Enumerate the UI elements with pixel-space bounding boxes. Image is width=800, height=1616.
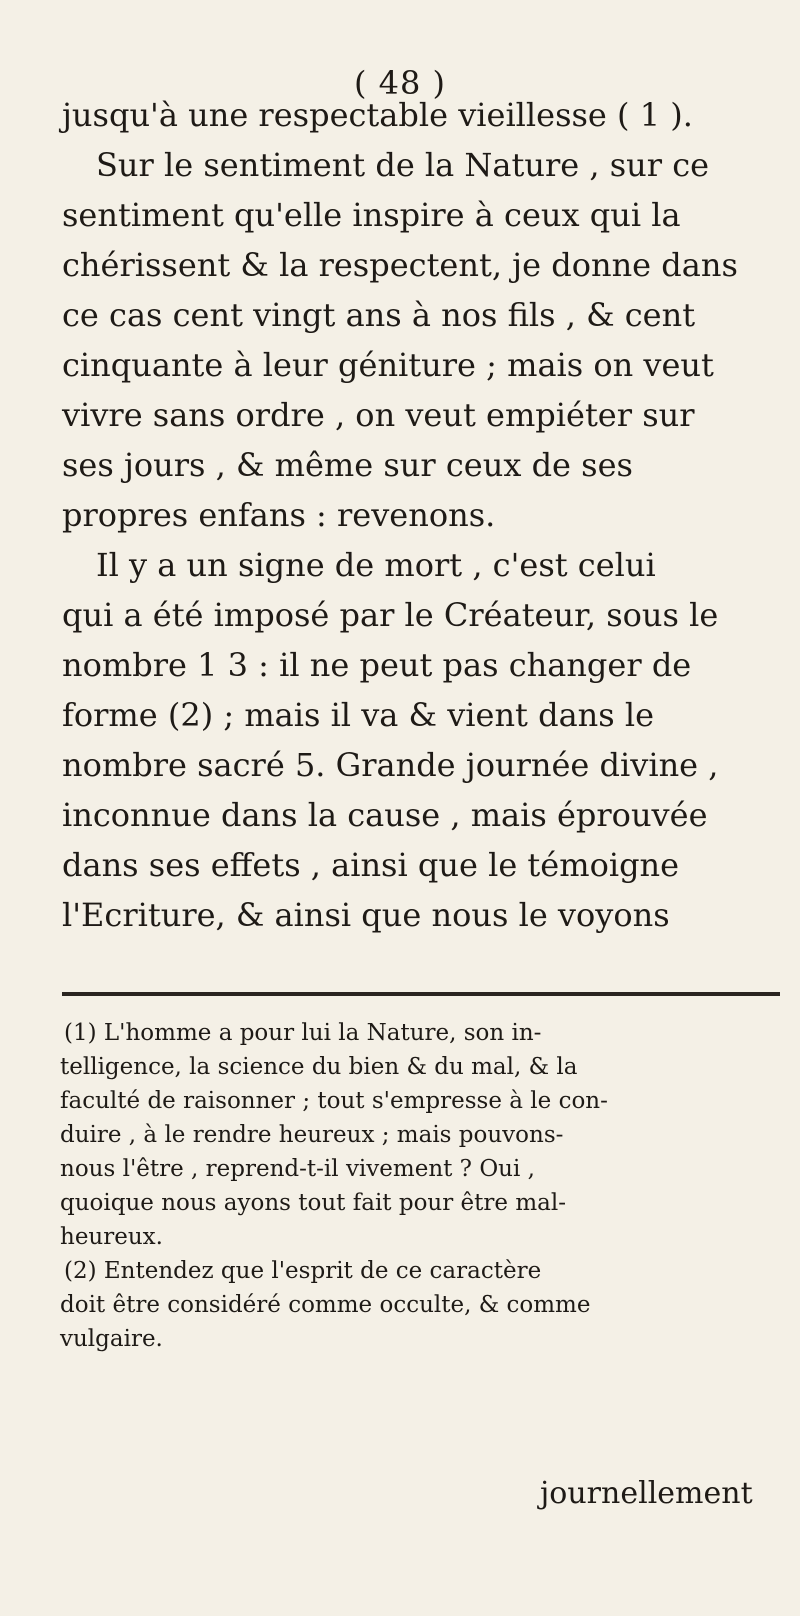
body-line: Sur le sentiment de la Nature , sur ce: [96, 146, 710, 184]
body-line: qui a été imposé par le Créateur, sous le: [62, 596, 719, 634]
page-number: ( 48 ): [353, 64, 447, 102]
body-line: chérissent & la respectent, je donne dans: [62, 246, 738, 284]
body-line: ce cas cent vingt ans à nos fils , & cent: [62, 296, 696, 334]
footnote-line: (1) L'homme a pour lui la Nature, son in-: [64, 1020, 542, 1046]
catchword: journellement: [540, 1476, 753, 1511]
footnote-line: heureux.: [60, 1224, 163, 1250]
body-line: jusqu'à une respectable vieillesse ( 1 ).: [62, 96, 693, 134]
body-line: inconnue dans la cause , mais éprouvée: [62, 796, 708, 834]
footnotes: [60, 1016, 786, 1356]
footnote-line: doit être considéré comme occulte, & comme: [60, 1292, 591, 1318]
body-line: Il y a un signe de mort , c'est celui: [96, 546, 656, 584]
footnote-line: quoique nous ayons tout fait pour être mal-: [60, 1190, 566, 1216]
body-line: sentiment qu'elle inspire à ceux qui la: [62, 196, 681, 234]
footnote-line: nous l'être , reprend-t-il vivement ? Oui ,: [60, 1156, 535, 1182]
body-line: forme (2) ; mais il va & vient dans le: [62, 696, 655, 734]
body-line: vivre sans ordre , on veut empiéter sur: [62, 396, 695, 434]
body-line: ses jours , & même sur ceux de ses: [62, 446, 633, 484]
body-line: l'Ecriture, & ainsi que nous le voyons: [62, 896, 670, 934]
footnote-line: faculté de raisonner ; tout s'empresse à le con-: [60, 1088, 608, 1114]
body-line: propres enfans : revenons.: [62, 496, 496, 534]
footnote-line: (2) Entendez que l'esprit de ce caractère: [64, 1258, 542, 1284]
body-text: [62, 90, 784, 940]
footnote-line: vulgaire.: [60, 1326, 163, 1352]
footnote-line: duire , à le rendre heureux ; mais pouvons-: [60, 1122, 564, 1148]
body-line: nombre 1 3 : il ne peut pas changer de: [62, 646, 692, 684]
footnote-line: telligence, la science du bien & du mal, & la: [60, 1054, 578, 1080]
body-line: cinquante à leur géniture ; mais on veut: [62, 346, 714, 384]
body-line: dans ses effets , ainsi que le témoigne: [62, 846, 680, 884]
body-line: nombre sacré 5. Grande journée divine ,: [62, 746, 719, 784]
footnote-divider: [62, 992, 780, 996]
